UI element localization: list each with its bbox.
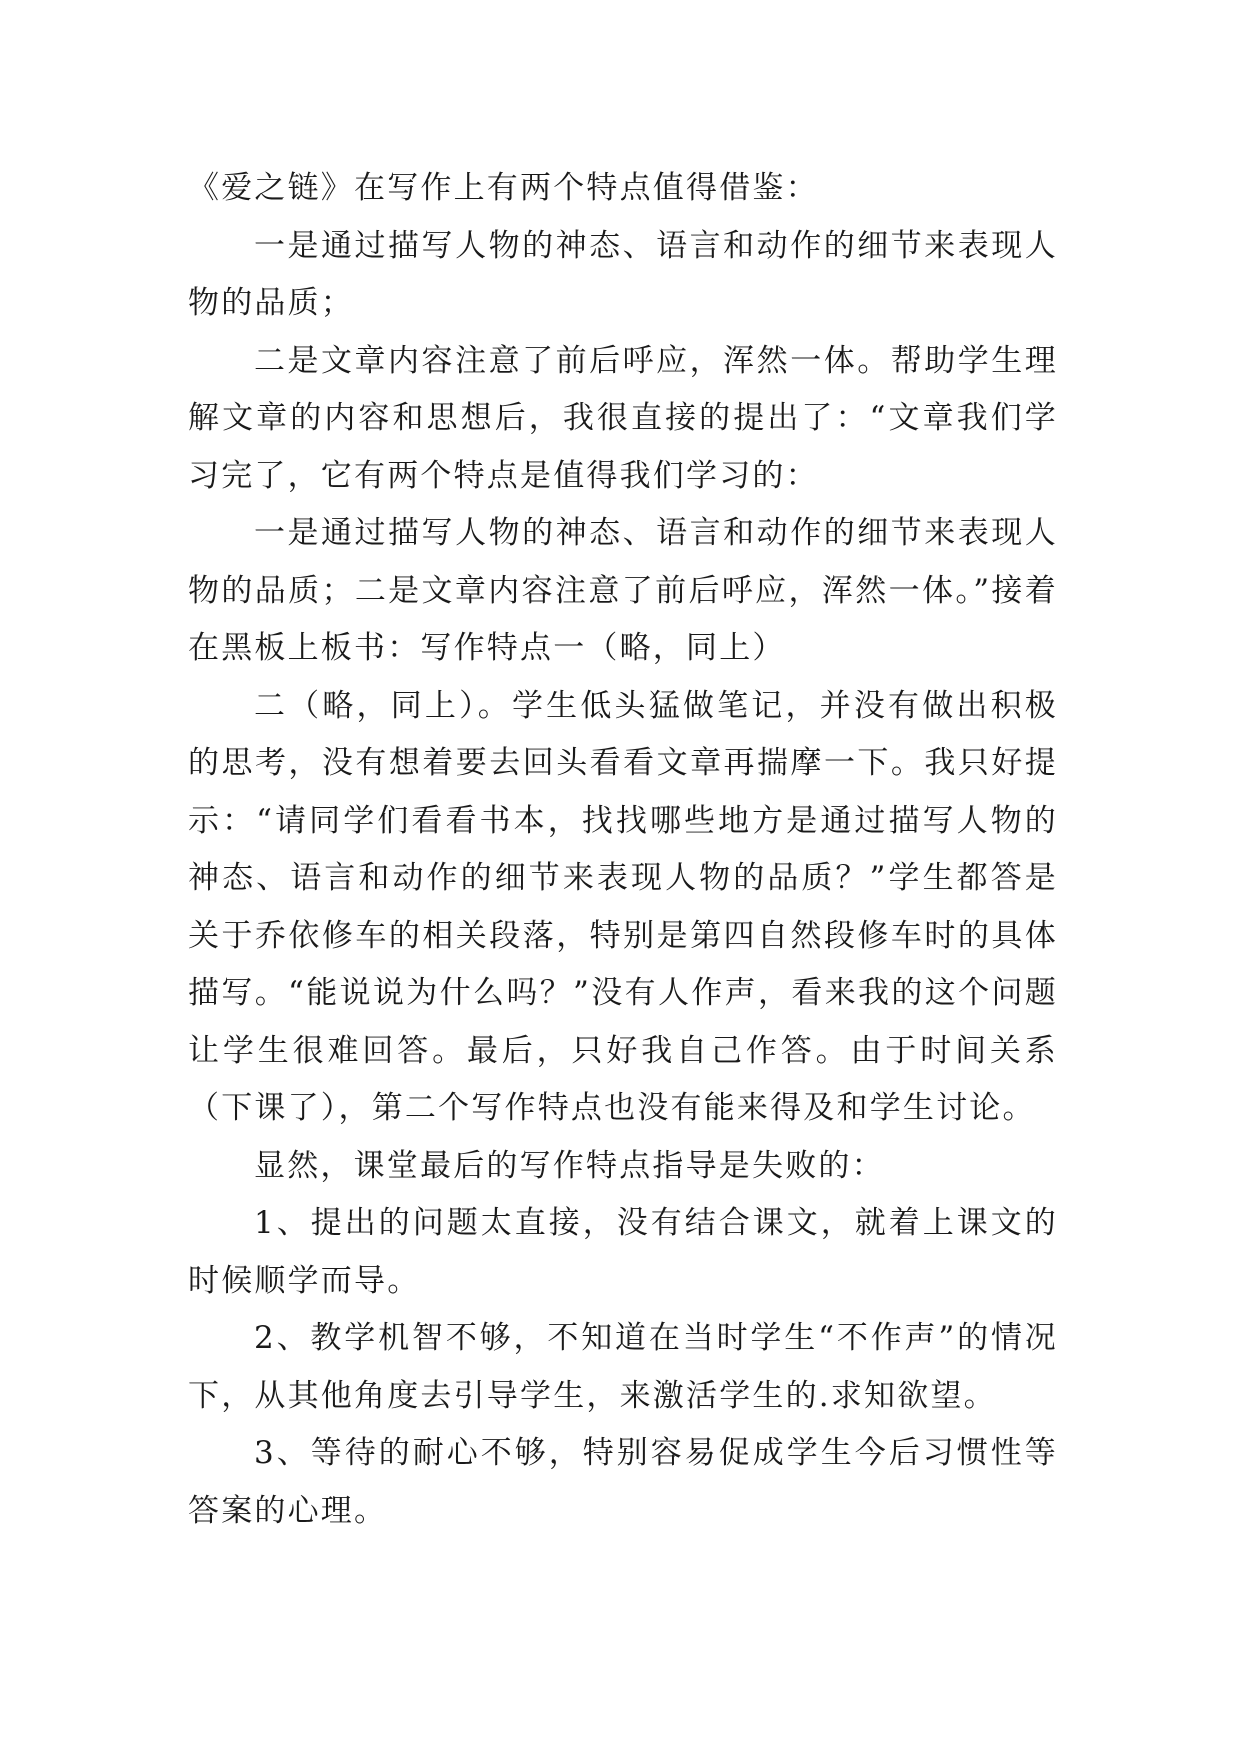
document-body: [188, 160, 1058, 1540]
paragraph-classroom-narrative: 二（略，同上）。学生低头猛做笔记，并没有做出积极的思考，没有想着要去回头看看文章再揣摩一下。我只好提示：“请同学们看看书本，找找哪些地方是通过描写人物的神态、语言和动作的细节来表现人物的品质？”学生都答是关于乔依修车的相关段落，特别是第四自然段修车时的具体描写。“能说说为什么吗？”没有人作声，看来我的这个问题让学生很难回答。最后，只好我自己作答。由于时间关系（下课了），第二个写作特点也没有能来得及和学生讨论。: [188, 687, 1058, 1126]
paragraph-feature-restated: 一是通过描写人物的神态、语言和动作的细节来表现人物的品质；二是文章内容注意了前后呼应，浑然一体。”接着在黑板上板书：写作特点一（略，同上）: [188, 515, 1058, 666]
paragraph-feature-two: 二是文章内容注意了前后呼应，浑然一体。帮助学生理解文章的内容和思想后，我很直接的提出了：“文章我们学习完了，它有两个特点是值得我们学习的：: [188, 342, 1058, 494]
paragraph-reflection-point-2: 2、教学机智不够，不知道在当时学生“不作声”的情况下，从其他角度去引导学生，来激活学生的.求知欲望。: [188, 1320, 1058, 1414]
paragraph-feature-one: 一是通过描写人物的神态、语言和动作的细节来表现人物的品质；: [188, 227, 1058, 321]
paragraph-reflection-point-3: 3、等待的耐心不够，特别容易促成学生今后习惯性等答案的心理。: [188, 1435, 1058, 1529]
paragraph-reflection-point-1: 1、提出的问题太直接，没有结合课文，就着上课文的时候顺学而导。: [188, 1205, 1058, 1299]
paragraph-intro: 《爱之链》在写作上有两个特点值得借鉴：: [188, 170, 819, 206]
paragraph-reflection-intro: 显然，课堂最后的写作特点指导是失败的：: [254, 1147, 885, 1184]
